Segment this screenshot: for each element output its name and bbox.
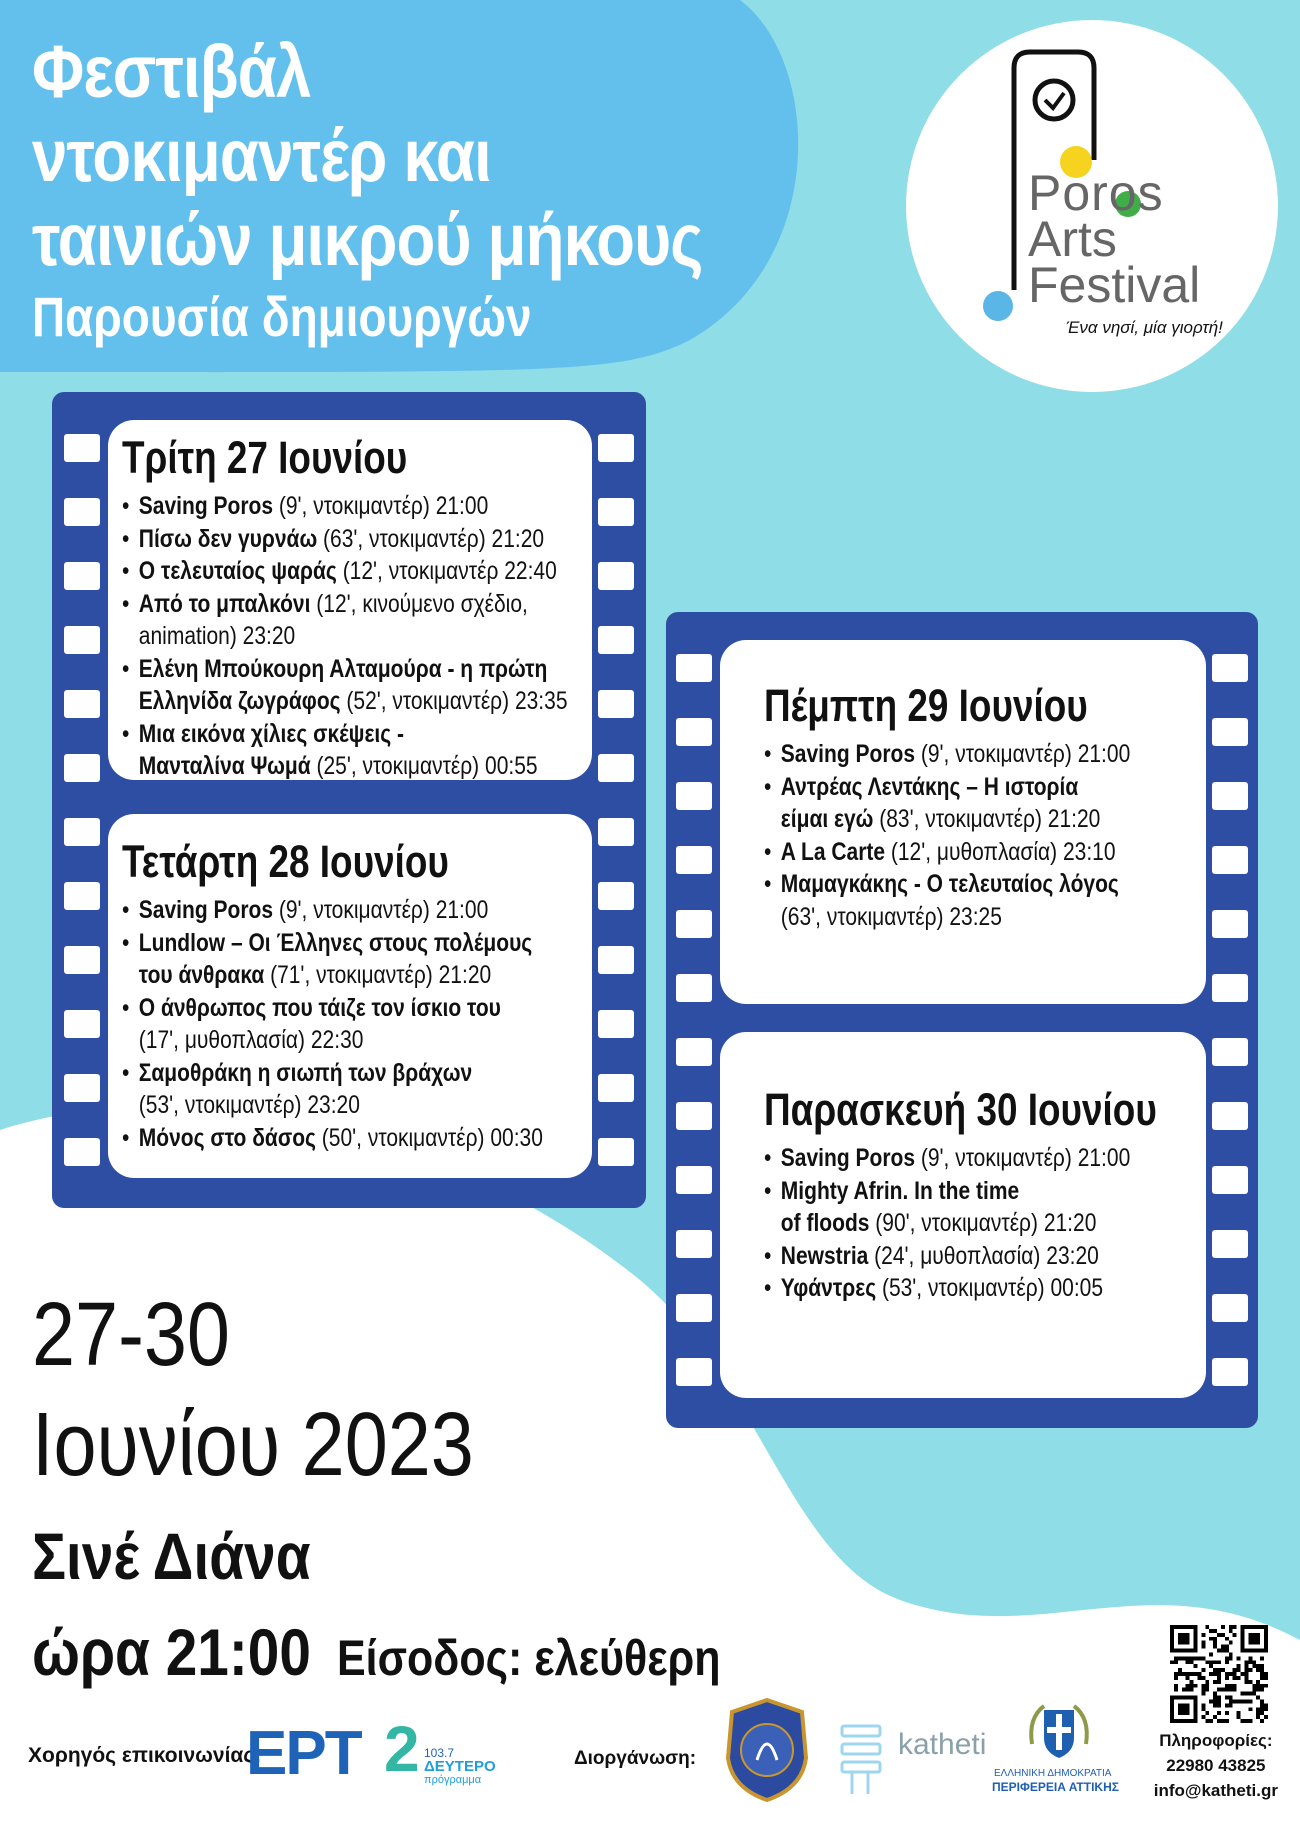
film-title: Από το μπαλκόνι (138, 589, 311, 618)
sprocket-hole (676, 974, 712, 1002)
film-details: (12', ντοκιμαντέρ 22:40 (336, 557, 557, 585)
day-title: Πέμπτη 29 Ιουνίου (764, 680, 1088, 731)
film-title: Ελένη Μπούκουρη Αλταμούρα - η πρώτη (138, 654, 548, 683)
screening-entry (122, 490, 517, 523)
sprocket-hole (1212, 1294, 1248, 1322)
sprocket-hole (1212, 1166, 1248, 1194)
sponsor-label: Χορηγός επικοινωνίας: (28, 1744, 262, 1767)
film-details: (63', ντοκιμαντέρ) 23:25 (780, 902, 1002, 931)
ert2-frequency: 103.7 (424, 1746, 455, 1760)
screening-entry (764, 1207, 1135, 1240)
film-details: (53', ντοκιμαντέρ) 23:20 (138, 1091, 360, 1119)
sprocket-hole (676, 910, 712, 938)
title-line-2: ντοκιμαντέρ και (32, 114, 491, 197)
sprocket-hole (64, 562, 100, 590)
film-details: (12', μυθοπλασία) 23:10 (885, 837, 1116, 866)
sprocket-hole (64, 1074, 100, 1102)
sprocket-hole (676, 1294, 712, 1322)
film-details: (9', ντοκιμαντέρ) 21:00 (915, 1144, 1131, 1172)
festival-logo (906, 20, 1278, 392)
sprocket-hole (1212, 846, 1248, 874)
screening-entry (122, 523, 545, 556)
film-title: Mighty Afrin. In the time (780, 1176, 1020, 1205)
film-title: Saving Poros (138, 492, 274, 520)
sprocket-hole (1212, 782, 1248, 810)
film-details: (17', μυθοπλασία) 22:30 (138, 1026, 364, 1054)
film-details: (52', ντοκιμαντέρ) 23:35 (340, 687, 568, 715)
screening-list (764, 1142, 1206, 1305)
film-title: Saving Poros (780, 1144, 916, 1172)
day-card-thursday (720, 640, 1206, 1004)
day-card-tuesday (108, 420, 592, 780)
sprocket-hole (598, 754, 634, 782)
screening-entry (764, 1240, 1135, 1273)
sprocket-hole (676, 846, 712, 874)
film-details: (9', ντοκιμαντέρ) 21:00 (273, 896, 489, 924)
venue-time: ώρα 21:00 (32, 1615, 311, 1689)
sprocket-hole (676, 1166, 712, 1194)
sprocket-hole (1212, 974, 1248, 1002)
film-title: of floods (780, 1209, 870, 1237)
title-line-3: ταινιών μικρού μήκους (32, 198, 703, 281)
sprocket-hole (64, 434, 100, 462)
logo-word-poros: Poros (1028, 165, 1164, 221)
film-title: Πίσω δεν γυρνάω (138, 524, 318, 553)
contact-info (1154, 1728, 1278, 1803)
film-details: (9', ντοκιμαντέρ) 21:00 (273, 492, 489, 520)
film-title: Μαμαγκάκης - Ο τελευταίος λόγος (780, 870, 1119, 898)
screening-entry (122, 1122, 543, 1155)
katheti-mark-icon (838, 1722, 888, 1804)
sprocket-hole (598, 626, 634, 654)
screening-entry (122, 653, 548, 686)
film-title: A La Carte (780, 837, 886, 866)
sprocket-hole (64, 1138, 100, 1166)
sprocket-hole (598, 434, 634, 462)
screening-entry (122, 992, 517, 1025)
sprocket-hole (1212, 1102, 1248, 1130)
film-title: Μανταλίνα Ψωμά (138, 752, 311, 780)
screening-entry (122, 1024, 517, 1057)
screening-entry (122, 959, 517, 992)
sprocket-hole (1212, 718, 1248, 746)
venue-name: Σινέ Διάνα (32, 1519, 311, 1593)
sprocket-hole (598, 818, 634, 846)
sprocket-hole (598, 1074, 634, 1102)
venue-block (32, 1508, 721, 1706)
sprocket-hole (64, 946, 100, 974)
film-title: Saving Poros (138, 896, 274, 924)
sprocket-hole (676, 1358, 712, 1386)
qr-code[interactable] (1170, 1625, 1268, 1723)
festival-dates (32, 1280, 474, 1500)
sprocket-hole (1212, 910, 1248, 938)
venue-time-line (32, 1604, 721, 1706)
film-details: (9', ντοκιμαντέρ) 21:00 (915, 740, 1131, 768)
screening-entry (122, 620, 517, 653)
film-details: (71', ντοκιμαντέρ) 21:20 (264, 961, 492, 989)
screening-entry (764, 738, 1135, 771)
sprocket-hole (1212, 654, 1248, 682)
title-line-1: Φεστιβάλ (32, 30, 311, 113)
screening-list (122, 490, 592, 783)
screening-list (764, 738, 1206, 933)
sprocket-hole (676, 1230, 712, 1258)
screening-list (122, 894, 592, 1154)
screening-entry (122, 927, 533, 960)
film-title: Ο άνθρωπος που τάιζε τον ίσκιο του (138, 993, 501, 1022)
ert2-number: 2 (384, 1713, 420, 1785)
screening-entry (764, 836, 1135, 869)
screening-entry (764, 1175, 1135, 1208)
sprocket-hole (64, 818, 100, 846)
screening-entry (764, 868, 1135, 901)
sprocket-hole (1212, 1230, 1248, 1258)
film-details: (25', ντοκιμαντέρ) 00:55 (310, 752, 538, 780)
screening-entry (122, 894, 517, 927)
film-title: Μια εικόνα χίλιες σκέψεις - (138, 719, 405, 748)
ert2-name: ΔΕΥΤΕΡΟ (424, 1758, 496, 1775)
film-details: animation) 23:20 (138, 622, 296, 650)
screening-entry (764, 901, 1135, 934)
screening-entry (764, 771, 1135, 804)
sprocket-hole (598, 1010, 634, 1038)
sprocket-hole (676, 782, 712, 810)
ert2-logo (384, 1713, 504, 1786)
sprocket-hole (64, 1010, 100, 1038)
day-title: Παρασκευή 30 Ιουνίου (764, 1084, 1157, 1135)
sprocket-hole (598, 882, 634, 910)
title-block (32, 30, 812, 352)
film-title: Saving Poros (780, 740, 916, 768)
film-title: Σαμοθράκη η σιωπή των βράχων (138, 1058, 473, 1087)
subtitle: Παρουσία δημιουργών (32, 285, 532, 348)
screening-entry (764, 1142, 1135, 1175)
sprocket-hole (676, 718, 712, 746)
day-title: Τετάρτη 28 Ιουνίου (122, 836, 449, 887)
info-label: Πληροφορίες: (1159, 1731, 1273, 1750)
film-strip-left (52, 392, 646, 1208)
screening-entry (122, 1057, 517, 1090)
sprocket-hole (676, 1038, 712, 1066)
dates-month-year: Ιουνίου 2023 (32, 1395, 474, 1495)
film-details: (24', μυθοπλασία) 23:20 (868, 1241, 1099, 1270)
film-details: (50', ντοκιμαντέρ) 00:30 (315, 1123, 543, 1152)
sprocket-hole (598, 690, 634, 718)
film-details: (12', κινούμενο σχέδιο, (310, 589, 528, 618)
logo-word-festival: Festival (1028, 257, 1201, 313)
film-details: (83', ντοκιμαντέρ) 21:20 (873, 805, 1101, 833)
film-title: Lundlow – Οι Έλληνες στους πολέμους (138, 928, 533, 957)
screening-entry (122, 1089, 517, 1122)
film-title: είμαι εγώ (780, 805, 874, 833)
region-name-line2: ΠΕΡΙΦΕΡΕΙΑ ΑΤΤΙΚΗΣ (992, 1780, 1119, 1794)
dates-range: 27-30 (32, 1285, 230, 1385)
film-title: του άνθρακα (138, 961, 265, 989)
screening-entry (122, 750, 538, 783)
ert2-subtitle: πρόγραμμα (424, 1774, 482, 1786)
film-title: Μόνος στο δάσος (138, 1123, 316, 1152)
sprocket-hole (64, 882, 100, 910)
screening-entry (122, 555, 557, 588)
film-details: (53', ντοκιμαντέρ) 00:05 (876, 1274, 1104, 1302)
screening-entry (764, 1272, 1135, 1305)
screening-entry (122, 718, 517, 751)
sprocket-hole (1212, 1038, 1248, 1066)
day-card-wednesday (108, 814, 592, 1178)
logo-word-arts: Arts (1028, 211, 1117, 267)
info-email[interactable]: info@katheti.gr (1153, 1781, 1278, 1800)
venue-entry: Είσοδος: ελεύθερη (336, 1630, 721, 1686)
film-title: Newstria (780, 1241, 869, 1270)
sprocket-hole (64, 498, 100, 526)
municipality-seal-icon (722, 1698, 812, 1802)
film-details: (63', ντοκιμαντέρ) 21:20 (317, 524, 545, 553)
day-card-friday (720, 1032, 1206, 1398)
ert-logo: ΕΡΤ (246, 1719, 361, 1788)
katheti-logo: katheti (898, 1728, 987, 1761)
film-strip-right (666, 612, 1258, 1428)
film-title: Ελληνίδα ζωγράφος (138, 687, 341, 715)
greek-emblem-icon (1024, 1700, 1094, 1766)
screening-entry (764, 803, 1135, 836)
sprocket-hole (64, 690, 100, 718)
logo-tagline: Ένα νησί, μία γιορτή! (1066, 318, 1223, 337)
sprocket-hole (598, 562, 634, 590)
film-details: (90', ντοκιμαντέρ) 21:20 (869, 1209, 1097, 1237)
sprocket-hole (598, 498, 634, 526)
day-title: Τρίτη 27 Ιουνίου (122, 432, 408, 483)
sprocket-hole (1212, 1358, 1248, 1386)
sprocket-hole (598, 1138, 634, 1166)
film-title: Ο τελευταίος ψαράς (138, 557, 337, 585)
region-name-line1: ΕΛΛΗΝΙΚΗ ΔΗΜΟΚΡΑΤΙΑ (994, 1768, 1112, 1779)
info-phone[interactable]: 22980 43825 (1166, 1756, 1266, 1775)
sprocket-hole (64, 626, 100, 654)
organizer-label: Διοργάνωση: (574, 1748, 697, 1769)
sprocket-hole (598, 946, 634, 974)
film-title: Αντρέας Λεντάκης – Η ιστορία (780, 772, 1079, 801)
screening-entry (122, 685, 568, 718)
sprocket-hole (676, 1102, 712, 1130)
screening-entry (122, 588, 528, 621)
sprocket-hole (676, 654, 712, 682)
sprocket-hole (64, 754, 100, 782)
film-title: Υφάντρες (780, 1274, 877, 1302)
